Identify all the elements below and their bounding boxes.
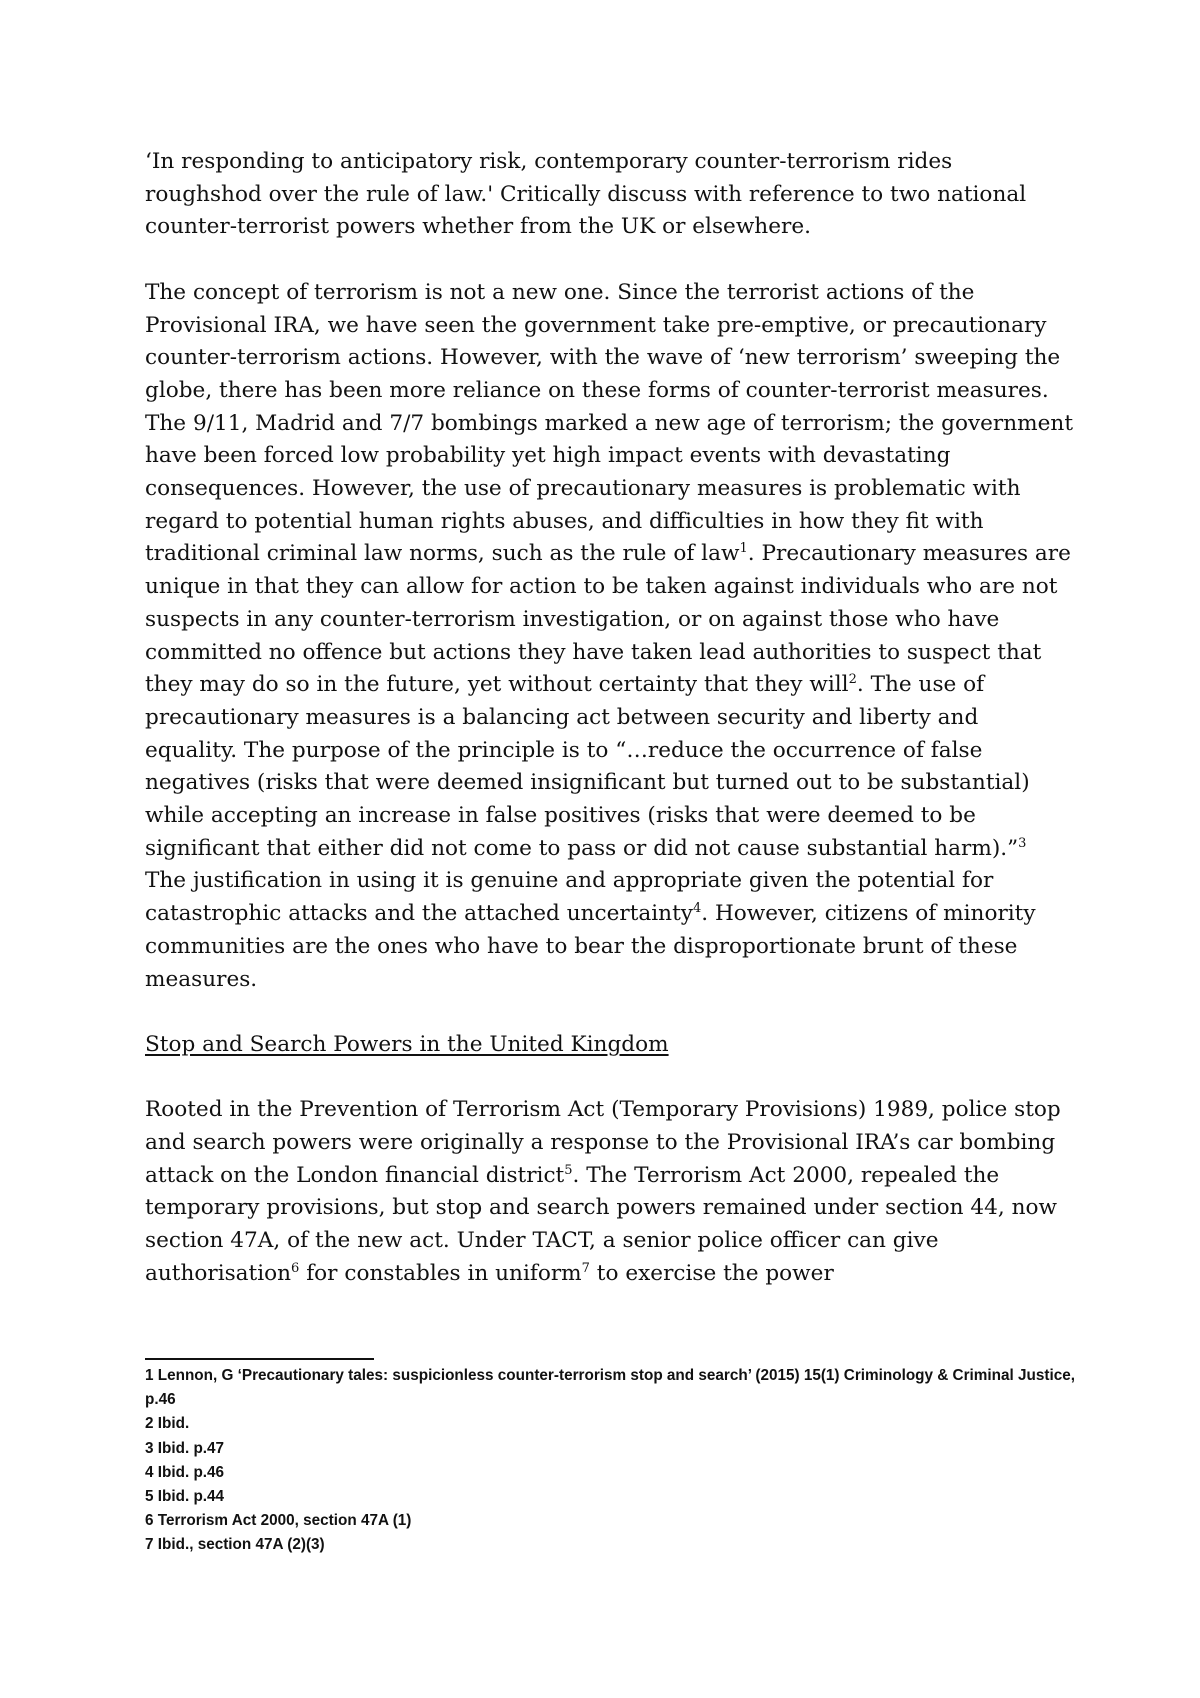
section-text-3: for constables in uniform [299,1260,582,1286]
section-text-1: Rooted in the Prevention of Terrorism Act (Temporary Provisions) 1989, police stop and search powers were originally a response to the Provisional IRA’s car bombing attack on the London financial district [145,1097,1061,1188]
section-heading: Stop and Search Powers in the United Kingdom [145,1031,669,1057]
footnote-3: 3 Ibid. p.47 [145,1439,225,1457]
intro-text-1: The concept of terrorism is not a new one. Since the terrorist actions of the Provisional IRA, we have seen the government take pre-emptive, or precautionary counter-terrorism actions. However, with the wave of ‘new terrorism’ sweeping the globe, there has been more reliance on these forms of counter-terrorist measures. The 9/11, Madrid and 7/7 bombings marked a new age of terrorism; the government have been forced low probability yet high impact events with devastating consequences. However, the use of precautionary measures is problematic with regard to potential human rights abuses, and difficulties in how they fit with traditional criminal law norms, such as the rule of law [145,279,1074,567]
justification-text-1: The justification in using it is genuine and appropriate given the potential for catastrophic attacks and the attached uncertainty [145,868,994,927]
justification-paragraph [145,865,1073,996]
footnotes [145,1364,1075,1558]
footnote-ref-5[interactable]: 5 [564,1162,573,1178]
footnote-1: 1 Lennon, G ‘Precautionary tales: suspicionless counter-terrorism stop and search’ (2015) 15(1) Criminology & Criminal Justice, p.46 [145,1367,1075,1409]
footnote-ref-3[interactable]: 3 [1018,835,1027,851]
intro-paragraph [145,277,1073,866]
section-text-4: to exercise the power [589,1260,834,1286]
paragraph-gap [145,244,1073,277]
footnote-ref-6[interactable]: 6 [291,1260,300,1276]
section-paragraph [145,1094,1073,1290]
intro-text-3: . The use of precautionary measures is a balancing act between security and liberty and equality. The purpose of the principle is to “…reduce the occurrence of false negatives (risks that were deemed insignificant but turned out to be substantial) while accepting an increase in false positives (risks that were deemed to be significant that either did not come to pass or did not cause substantial harm).” [145,672,1030,861]
paragraph-gap [145,1062,1073,1095]
footnote-7: 7 Ibid., section 47A (2)(3) [145,1536,325,1554]
footnote-2: 2 Ibid. [145,1415,190,1433]
essay-question: ‘In responding to anticipatory risk, contemporary counter-terrorism rides roughshod over the rule of law.' Critically discuss with reference to two national counter-terrorist powers whether from the UK or elsewhere. [145,149,1027,240]
paragraph-gap [145,996,1073,1029]
footnote-ref-4[interactable]: 4 [692,900,702,916]
footnote-5: 5 Ibid. p.44 [145,1488,225,1506]
justification-text-2: . However, citizens of minority communities are the ones who have to bear the disproportionate brunt of these measures. [145,901,1036,992]
section-text-2: . The Terrorism Act 2000, repealed the temporary provisions, but stop and search powers remained under section 44, now section 47A, of the new act. Under TACT, a senior police officer can give authorisation [145,1162,1057,1286]
footnote-4: 4 Ibid. p.46 [145,1463,225,1481]
footnote-separator [145,1358,374,1360]
footnote-ref-1[interactable]: 1 [739,541,748,557]
footnote-ref-7[interactable]: 7 [581,1260,590,1276]
footnote-ref-2[interactable]: 2 [848,672,857,688]
intro-text-2: . Precautionary measures are unique in that they can allow for action to be taken against individuals who are not suspects in any counter-terrorism investigation, or on against those who have committed no offence but actions they have taken lead authorities to suspect that they may do so in the future, yet without certainty that they will [145,541,1071,698]
footnote-6: 6 Terrorism Act 2000, section 47A (1) [145,1512,412,1530]
document-body [145,146,1073,1291]
